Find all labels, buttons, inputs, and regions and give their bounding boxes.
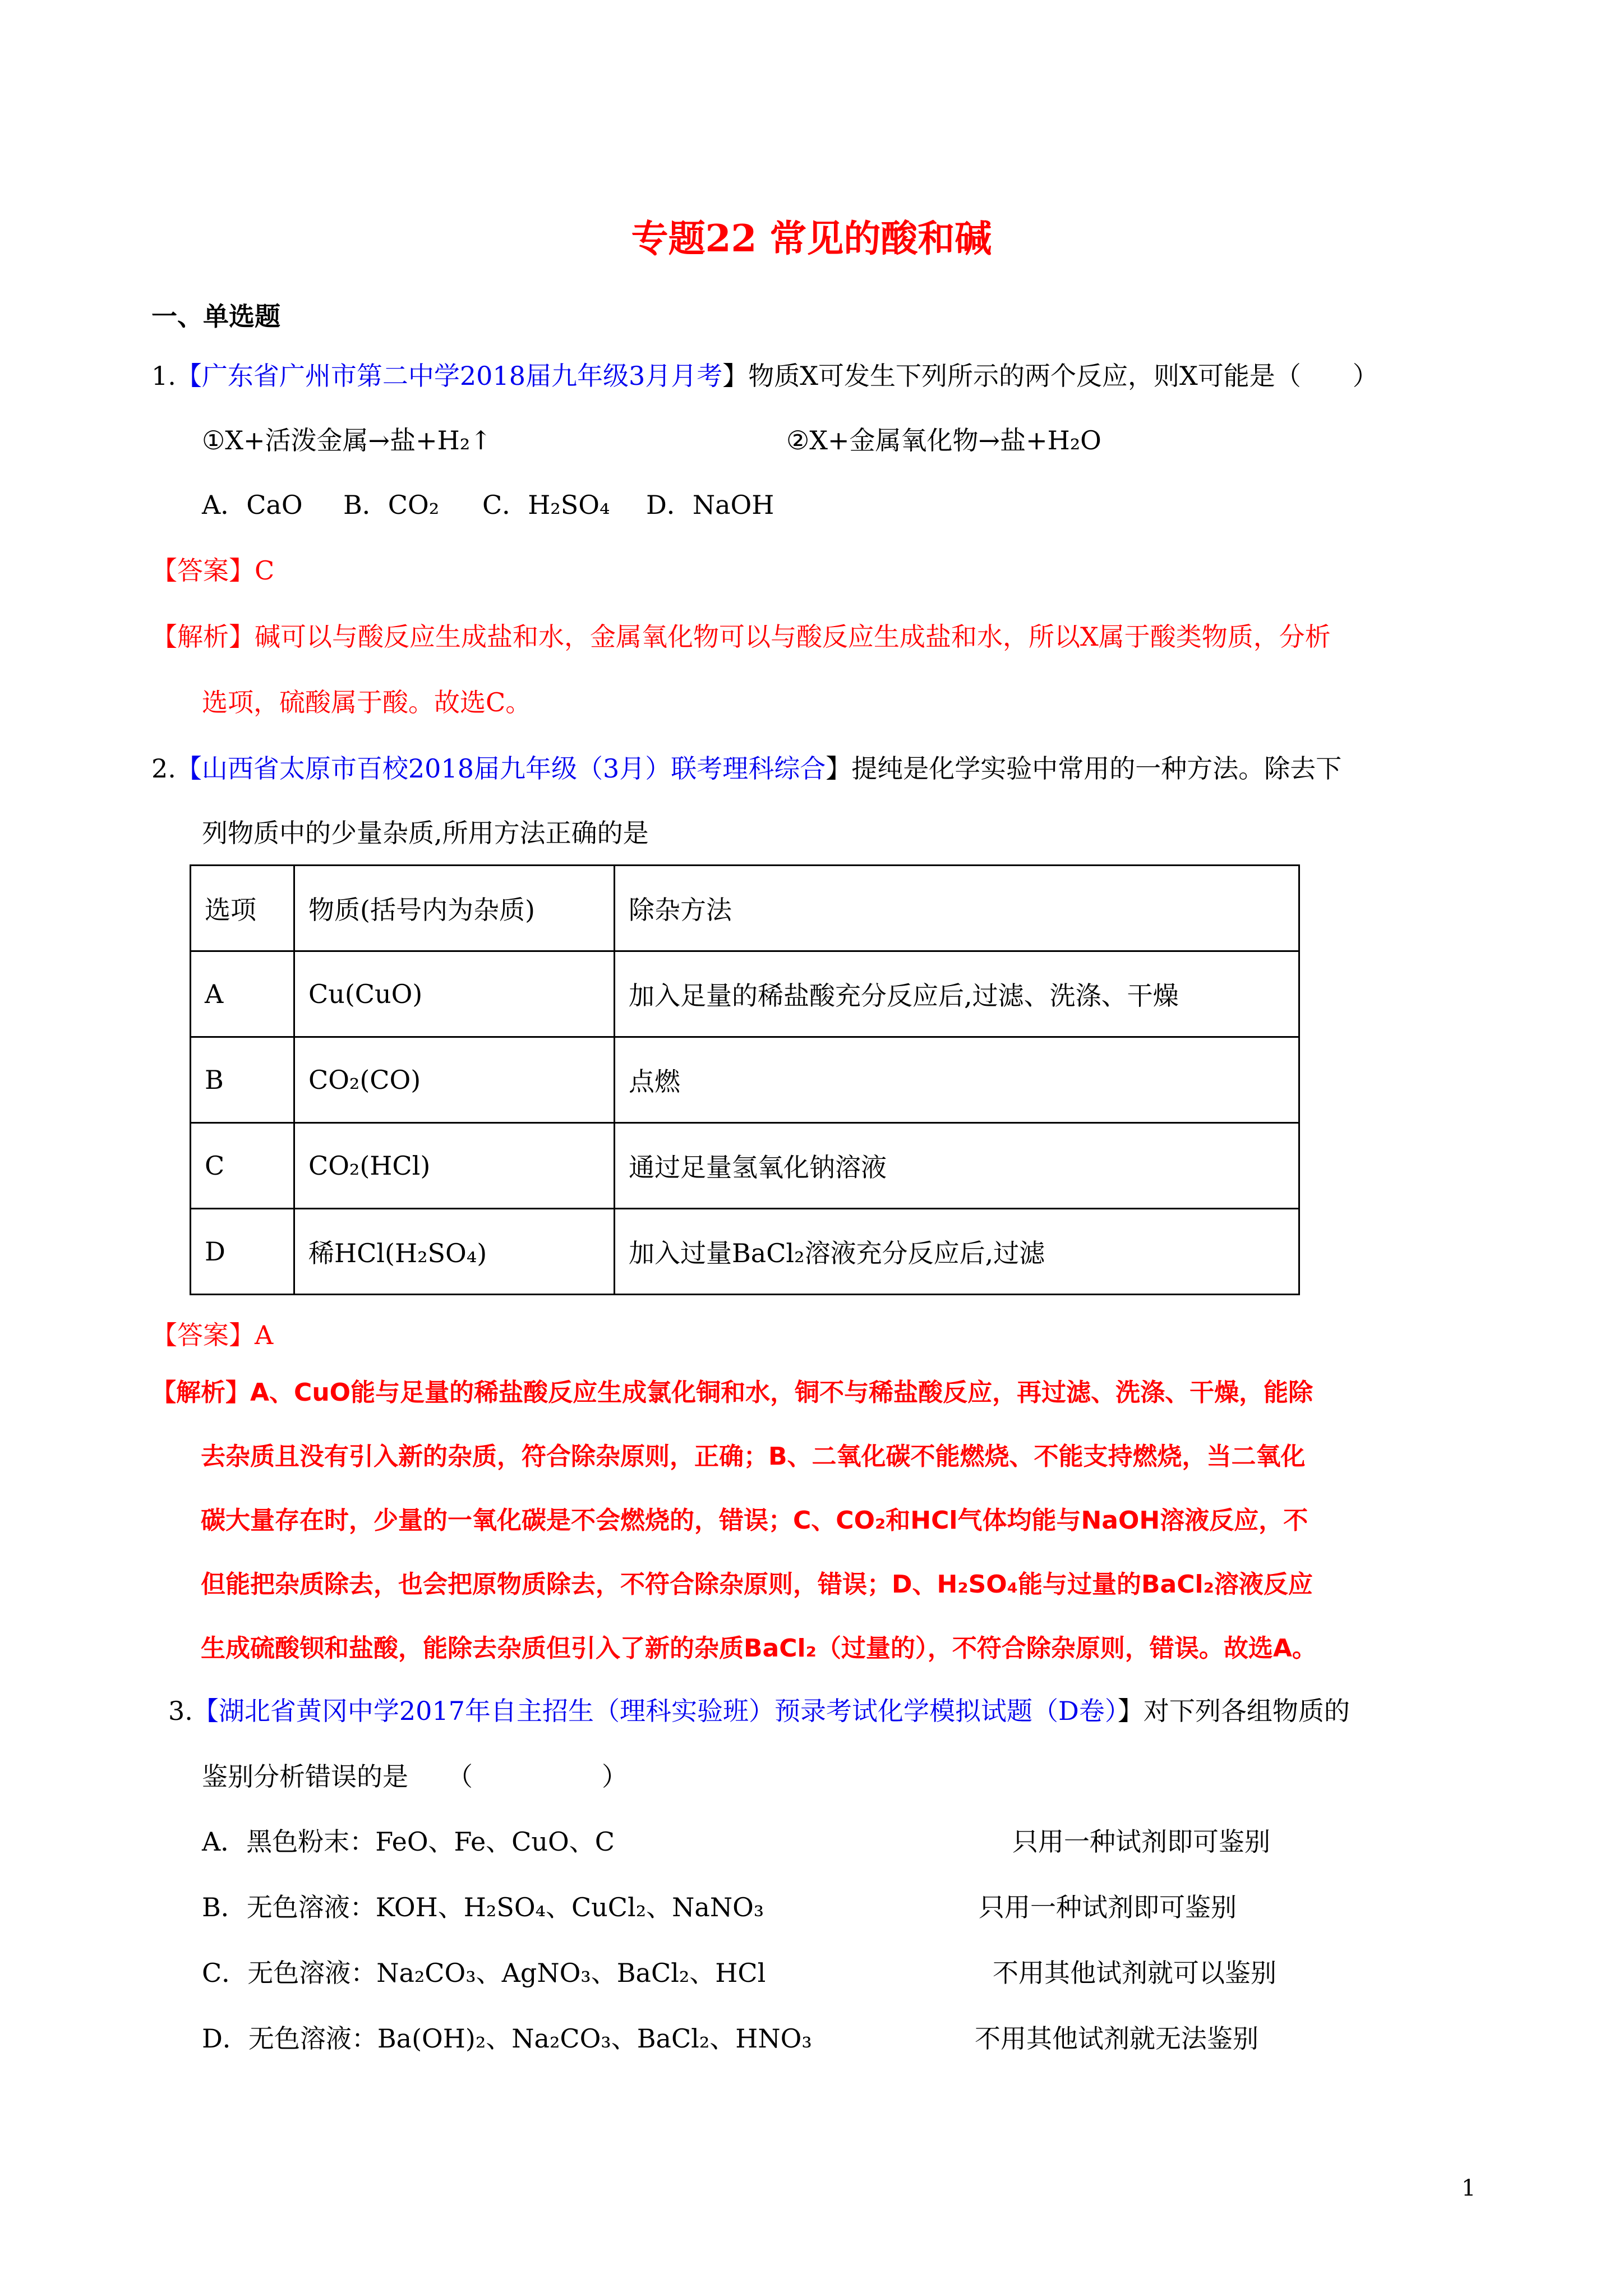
- table-cell: 稀HCl(H₂SO₄): [294, 1209, 615, 1295]
- question-3-stem-line-2: 鉴别分析错误的是 （ ）: [202, 1761, 628, 1792]
- q3-option-c-note: 不用其他试剂就可以鉴别: [993, 1958, 1276, 1988]
- source-bracket-close: 】: [722, 361, 749, 391]
- analysis-2-line-1: [151, 1376, 1313, 1410]
- source-bracket-open: 【: [192, 1696, 219, 1726]
- answer-value: A: [255, 1320, 274, 1350]
- analysis-2-line-4: 但能把杂质除去，也会把原物质除去，不符合除杂原则，错误；D、H₂SO₄能与过量的BaCl₂溶液反应: [201, 1570, 1313, 1599]
- q3-option-d-note: 不用其他试剂就无法鉴别: [975, 2023, 1258, 2054]
- question-stem: 对下列各组物质的: [1143, 1696, 1350, 1726]
- table-cell: 加入过量BaCl₂溶液充分反应后,过滤: [615, 1209, 1299, 1295]
- table-row: [191, 1209, 1299, 1295]
- reaction-1: ①X+活泼金属→盐+H₂↑: [202, 425, 492, 455]
- table-cell: D: [191, 1209, 294, 1295]
- source-bracket-close: 】: [826, 753, 852, 784]
- source-bracket-open: 【: [176, 753, 202, 784]
- question-number: 3.: [168, 1696, 193, 1726]
- table-cell: 加入足量的稀盐酸充分反应后,过滤、洗涤、干燥: [615, 951, 1299, 1037]
- purification-table: [190, 864, 1300, 1295]
- question-2-stem-line-2: 列物质中的少量杂质,所用方法正确的是: [202, 818, 649, 848]
- option-d: D．NaOH: [646, 490, 774, 520]
- answer-2: [151, 1318, 273, 1352]
- table-cell: A: [191, 951, 294, 1037]
- source-bracket-close: 】: [1117, 1696, 1144, 1726]
- table-header-cell: 选项: [191, 866, 294, 951]
- q3-option-a-note: 只用一种试剂即可鉴别: [1012, 1826, 1270, 1857]
- table-cell: CO₂(CO): [294, 1037, 615, 1123]
- analysis-label: 【解析】: [151, 1378, 250, 1407]
- source-bracket-open: 【: [176, 361, 202, 391]
- table-cell: 点燃: [615, 1037, 1299, 1123]
- q3-option-b: B．无色溶液：KOH、H₂SO₄、CuCl₂、NaNO₃: [202, 1892, 764, 1922]
- question-1-header: [151, 359, 1378, 393]
- question-number: 2.: [151, 753, 176, 784]
- question-stem: 提纯是化学实验中常用的一种方法。除去下: [851, 753, 1342, 784]
- q3-option-c: C．无色溶液：Na₂CO₃、AgNO₃、BaCl₂、HCl: [202, 1958, 766, 1988]
- question-number: 1.: [151, 361, 176, 391]
- q3-option-a: A．黑色粉末：FeO、Fe、CuO、C: [202, 1826, 615, 1857]
- option-b: B．CO₂: [343, 490, 440, 520]
- question-source: 广东省广州市第二中学2018届九年级3月月考: [201, 361, 723, 391]
- answer-label: 【答案】: [151, 555, 255, 586]
- table-cell: Cu(CuO): [294, 951, 615, 1037]
- answer-1: [151, 554, 274, 587]
- analysis-text: 碱可以与酸反应生成盐和水，金属氧化物可以与酸反应生成盐和水，所以X属于酸类物质，分析: [255, 622, 1331, 652]
- table-row: [191, 951, 1299, 1037]
- question-stem: 物质X可发生下列所示的两个反应，则X可能是（ ）: [748, 361, 1378, 391]
- question-3-header: [168, 1694, 1350, 1728]
- analysis-2-line-3: 碳大量存在时，少量的一氧化碳是不会燃烧的，错误；C、CO₂和HCl气体均能与NaOH溶液反应，不: [201, 1506, 1308, 1535]
- question-2-header: [151, 752, 1341, 785]
- analysis-2-line-5: 生成硫酸钡和盐酸，能除去杂质但引入了新的杂质BaCl₂（过量的），不符合除杂原则，错误。故选A。: [201, 1634, 1317, 1663]
- answer-value: C: [255, 555, 275, 586]
- answer-label: 【答案】: [151, 1320, 255, 1350]
- table-cell: C: [191, 1123, 294, 1209]
- reaction-2: ②X+金属氧化物→盐+H₂O: [786, 425, 1101, 455]
- table-header-cell: 物质(括号内为杂质): [294, 866, 615, 951]
- page-title: 专题22 常见的酸和碱: [631, 217, 992, 260]
- q3-option-b-note: 只用一种试剂即可鉴别: [979, 1892, 1237, 1922]
- analysis-text: A、CuO能与足量的稀盐酸反应生成氯化铜和水，铜不与稀盐酸反应，再过滤、洗涤、干燥，能除: [250, 1378, 1313, 1407]
- table-header-row: [191, 866, 1299, 951]
- question-source: 湖北省黄冈中学2017年自主招生（理科实验班）预录考试化学模拟试题（D卷）: [218, 1696, 1118, 1726]
- table-header-cell: 除杂方法: [615, 866, 1299, 951]
- table-row: [191, 1037, 1299, 1123]
- section-heading: 一、单选题: [151, 301, 280, 332]
- analysis-label: 【解析】: [151, 622, 255, 652]
- q3-option-d: D．无色溶液：Ba(OH)₂、Na₂CO₃、BaCl₂、HNO₃: [202, 2023, 812, 2054]
- analysis-1-line-2: 选项，硫酸属于酸。故选C。: [202, 687, 532, 717]
- table-cell: CO₂(HCl): [294, 1123, 615, 1209]
- analysis-2-line-2: 去杂质且没有引入新的杂质，符合除杂原则，正确；B、二氧化碳不能燃烧、不能支持燃烧，当二氧化: [201, 1442, 1306, 1471]
- page-number: 1: [1461, 2175, 1476, 2201]
- question-source: 山西省太原市百校2018届九年级（3月）联考理科综合: [201, 753, 826, 784]
- table-cell: B: [191, 1037, 294, 1123]
- option-c: C．H₂SO₄: [482, 490, 610, 520]
- analysis-1-line-1: [151, 620, 1331, 654]
- option-a: A．CaO: [202, 490, 303, 520]
- table-cell: 通过足量氢氧化钠溶液: [615, 1123, 1299, 1209]
- table-row: [191, 1123, 1299, 1209]
